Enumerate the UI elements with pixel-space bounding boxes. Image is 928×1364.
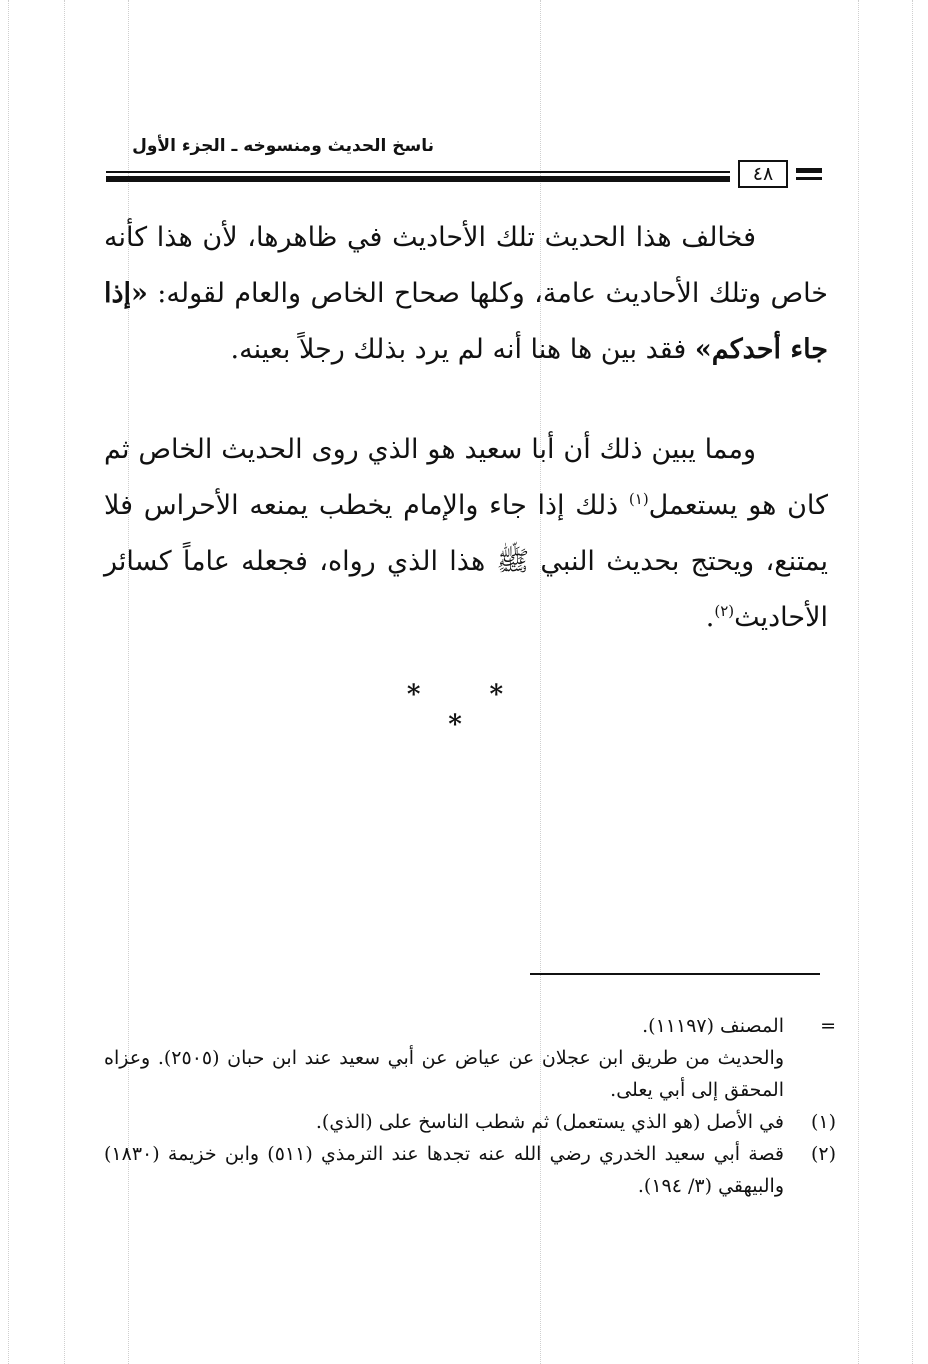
footnote-marker: (٢) [810, 1143, 836, 1165]
continuation-marker: = [820, 1015, 836, 1037]
footnote-1 [104, 1106, 836, 1138]
page-number: ٤٨ [738, 160, 788, 188]
header-rule [106, 176, 730, 182]
header-rule [796, 177, 822, 180]
paragraph-text: . [705, 602, 715, 633]
section-separator: * * * [406, 680, 534, 740]
footnote-marker: (١) [810, 1111, 836, 1133]
footnote-text: في الأصل (هو الذي يستعمل) ثم شطب الناسخ على (الذي). [315, 1111, 784, 1133]
scan-artifact [64, 0, 65, 1364]
header-rule [796, 168, 822, 173]
scan-artifact [8, 0, 9, 1364]
running-header-title: ناسخ الحديث ومنسوخه ـ الجزء الأول [132, 136, 434, 156]
footnote-rule [530, 973, 820, 975]
paragraph-text: فخالف هذا الحديث تلك الأحاديث في ظاهرها، لأن هذا كأنه خاص وتلك الأحاديث عامة، وكلها صحاح الخاص والعام لقوله: [104, 222, 828, 309]
paragraph-text: فقد بين ها هنا أنه لم يرد بذلك رجلاً بعينه. [230, 334, 695, 365]
footnote-reference-2: (٢) [714, 602, 735, 620]
footnote-text: قصة أبي سعيد الخدري رضي الله عنه تجدها عند الترمذي (٥١١) وابن خزيمة (١٨٣٠) والبيهقي (٣/ ١٩٤). [104, 1143, 785, 1197]
hadith-quote: «إذا جاء أحدكم» [104, 278, 828, 365]
footnote-2 [104, 1138, 836, 1202]
footnote-text: المصنف (١١١٩٧). [642, 1015, 784, 1037]
footnote-continuation [104, 1010, 836, 1042]
footnotes [104, 1010, 836, 1202]
paragraph-text: ومما يبين ذلك أن أبا سعيد هو الذي روى الحديث الخاص ثم كان هو يستعمل [104, 434, 828, 521]
scan-artifact [858, 0, 859, 1364]
paragraph-text: ذلك إذا جاء والإمام يخطب يمنعه الأحراس فلا يمتنع، ويحتج بحديث النبي ﷺ هذا الذي رواه، فجعله عاماً كسائر الأحاديث [104, 490, 828, 633]
body-paragraph-2 [104, 422, 828, 646]
scan-artifact [912, 0, 913, 1364]
footnote-text: والحديث من طريق ابن عجلان عن عياض عن أبي سعيد عند ابن حبان (٢٥٠٥). وعزاه المحقق إلى أبي يعلى. [104, 1047, 784, 1101]
header-rule [106, 171, 730, 173]
footnote-continuation [104, 1042, 836, 1106]
footnote-reference-1: (١) [628, 490, 649, 508]
body-paragraph-1 [104, 210, 828, 378]
